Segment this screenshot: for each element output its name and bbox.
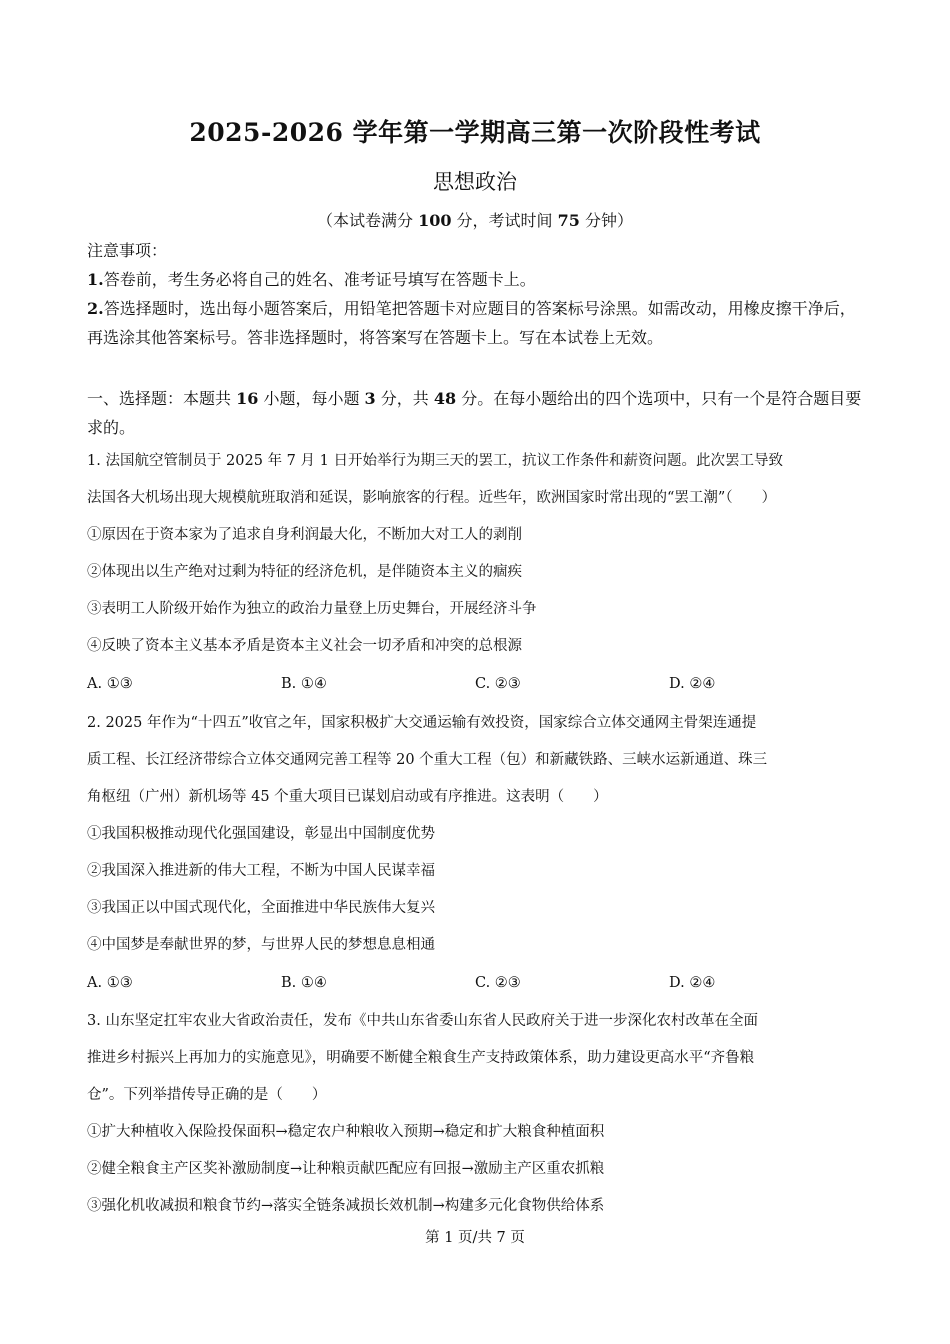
- question-3-stem-line: 仓”。下列举措传导正确的是（ ）: [87, 1087, 327, 1103]
- question-3-option: ③强化机收减损和粮食节约→落实全链条减损长效机制→构建多元化食物供给体系: [87, 1198, 605, 1214]
- question-3-stem-line: 推进乡村振兴上再加力的实施意见》，明确要不断健全粮食生产支持政策体系，助力建设更高水平“齐鲁粮: [87, 1050, 755, 1066]
- notes-block: [87, 236, 867, 352]
- question-3-stem-line: 3. 山东坚定扛牢农业大省政治责任，发布《中共山东省委山东省人民政府关于进一步深化农村改革在全面: [87, 1013, 758, 1029]
- notes-heading: 注意事项：: [87, 241, 168, 260]
- question-3-option: ①扩大种植收入保险投保面积→稳定农户种粮收入预期→稳定和扩大粮食种植面积: [87, 1124, 605, 1140]
- meta-time: 75: [557, 211, 580, 230]
- question-1-choices: [87, 665, 877, 703]
- section-each: 3: [364, 389, 376, 408]
- meta-suffix: 分钟）: [579, 211, 634, 230]
- choice-c: C. ②③: [475, 676, 521, 692]
- meta-score: 100: [418, 211, 452, 230]
- meta-mid: 分，考试时间: [451, 211, 558, 230]
- question-2-option: ③我国正以中国式现代化，全面推进中华民族伟大复兴: [87, 900, 435, 916]
- choice-a: A. ①③: [87, 975, 133, 991]
- section-count: 16: [236, 389, 259, 408]
- question-3: [87, 1003, 877, 1225]
- choice-b: B. ①④: [281, 676, 327, 692]
- exam-subject: 思想政治: [433, 170, 517, 194]
- notes-item-2: [87, 294, 867, 352]
- section-text-2: 小题，每小题: [258, 389, 365, 408]
- question-1-option: ②体现出以生产绝对过剩为特征的经济危机，是伴随资本主义的痼疾: [87, 564, 522, 580]
- notes-item-1-text: 答卷前，考生务必将自己的姓名、准考证号填写在答题卡上。: [103, 270, 536, 289]
- question-2-stem-line: 角枢纽（广州）新机场等 45 个重大项目已谋划启动或有序推进。这表明（ ）: [87, 789, 608, 805]
- choice-a: A. ①③: [87, 676, 133, 692]
- question-1-option: ①原因在于资本家为了追求自身利润最大化，不断加大对工人的剥削: [87, 527, 522, 543]
- section-text-4: 分。在每小题给出的四个选项中，只有一个是符合题目要求的。: [87, 389, 862, 437]
- question-1-stem-line: 法国各大机场出现大规模航班取消和延误，影响旅客的行程。近些年，欧洲国家时常出现的“罢工潮”（ ）: [87, 490, 777, 506]
- choice-b: B. ①④: [281, 975, 327, 991]
- question-2-option: ①我国积极推动现代化强国建设，彰显出中国制度优势: [87, 826, 435, 842]
- exam-title: 2025-2026 学年第一学期高三第一次阶段性考试: [189, 118, 761, 147]
- notes-item-2-text: 答选择题时，选出每小题答案后，用铅笔把答题卡对应题目的答案标号涂黑。如需改动，用橡皮擦干净后，再选涂其他答案标号。答非选择题时，将答案写在答题卡上。写在本试卷上无效。: [87, 299, 856, 347]
- notes-item-2-num: 2.: [87, 299, 104, 318]
- question-2-stem-line: 2. 2025 年作为“十四五”收官之年，国家积极扩大交通运输有效投资，国家综合立体交通网主骨架连通提: [87, 715, 757, 731]
- question-2-choices: [87, 964, 877, 1002]
- page-number: 第 1 页/共 7 页: [425, 1230, 525, 1246]
- choice-d: D. ②④: [669, 975, 716, 991]
- question-1-option: ③表明工人阶级开始作为独立的政治力量登上历史舞台，开展经济斗争: [87, 601, 537, 617]
- choice-d: D. ②④: [669, 676, 716, 692]
- notes-item-1: [87, 265, 867, 294]
- question-2-option: ④中国梦是奉献世界的梦，与世界人民的梦想息息相通: [87, 937, 435, 953]
- notes-item-1-num: 1.: [87, 270, 104, 289]
- section-total: 48: [433, 389, 457, 408]
- question-2: [87, 705, 877, 1002]
- question-2-stem-line: 质工程、长江经济带综合立体交通网完善工程等 20 个重大工程（包）和新藏铁路、三峡水运新通道、珠三: [87, 752, 768, 768]
- exam-meta: [0, 208, 950, 231]
- question-3-option: ②健全粮食主产区奖补激励制度→让种粮贡献匹配应有回报→激励主产区重农抓粮: [87, 1161, 605, 1177]
- section-heading: [87, 384, 867, 442]
- choice-c: C. ②③: [475, 975, 521, 991]
- question-2-option: ②我国深入推进新的伟大工程，不断为中国人民谋幸福: [87, 863, 435, 879]
- question-1-stem-line: 1. 法国航空管制员于 2025 年 7 月 1 日开始举行为期三天的罢工，抗议工作条件和薪资问题。此次罢工导致: [87, 453, 783, 469]
- section-text-1: 一、选择题：本题共: [87, 389, 237, 408]
- section-text-3: 分，共: [375, 389, 434, 408]
- question-1-option: ④反映了资本主义基本矛盾是资本主义社会一切矛盾和冲突的总根源: [87, 638, 522, 654]
- question-1: [87, 443, 877, 703]
- meta-prefix: （本试卷满分: [316, 211, 419, 230]
